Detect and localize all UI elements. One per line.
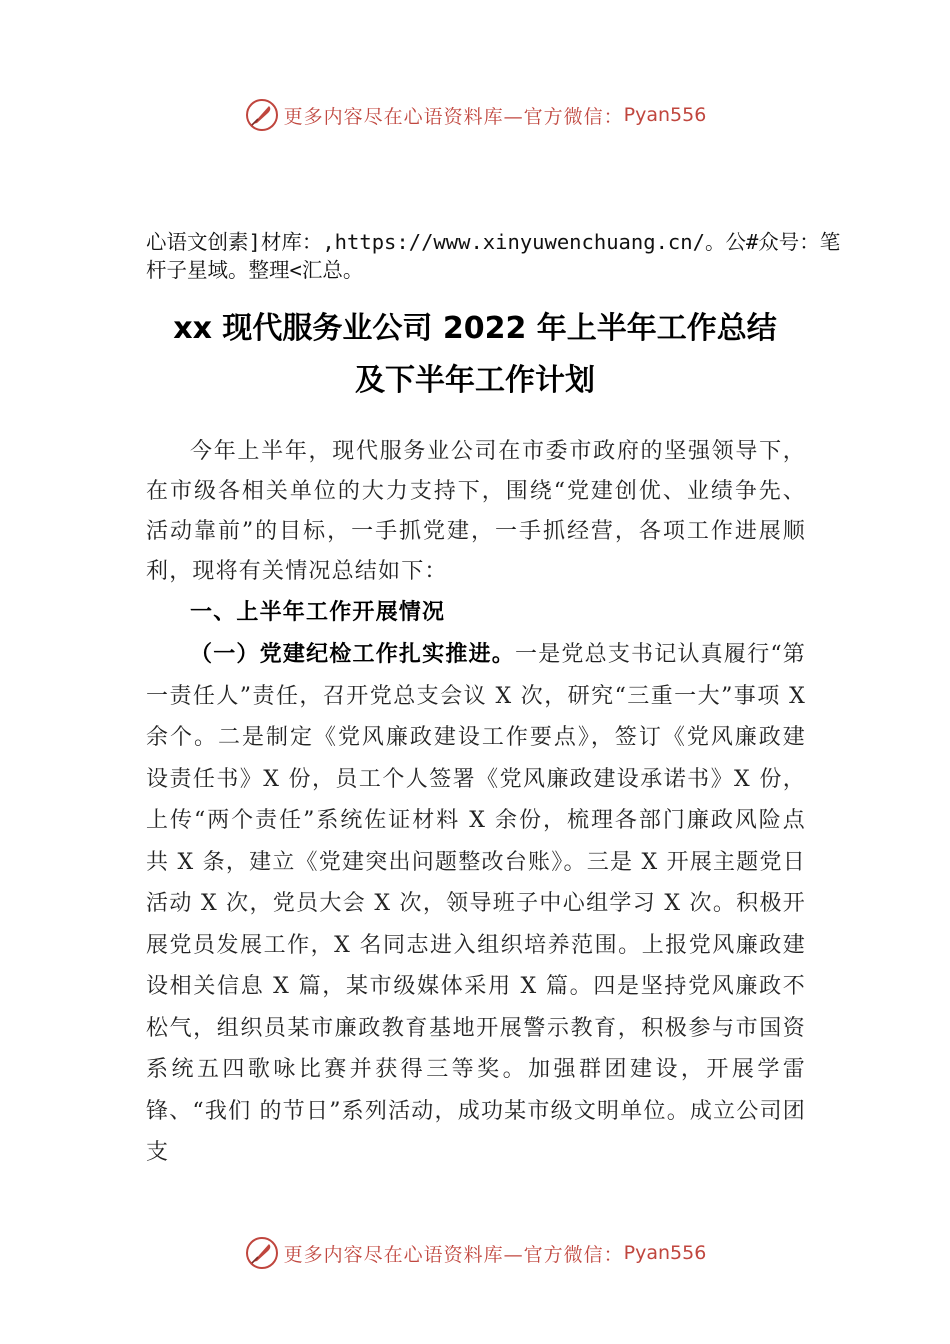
- feather-logo-icon: [244, 1235, 280, 1271]
- section-heading-1: 一、上半年工作开展情况: [190, 600, 446, 625]
- watermark-contact: Pyan556: [623, 1242, 707, 1264]
- feather-logo-icon: [244, 97, 280, 133]
- watermark-text: 更多内容尽在心语资料库—官方微信：: [283, 105, 624, 128]
- source-note: 心语文创素]材库：,https://www.xinyuwenchuang.cn/。公#众号：笔杆子星域。整理<汇总。: [146, 230, 841, 282]
- title-line-1: xx 现代服务业公司 2022 年上半年工作总结: [173, 311, 777, 346]
- watermark-contact: Pyan556: [623, 104, 707, 126]
- subsection-lead-1: （一）党建纪检工作扎实推进。: [190, 641, 515, 667]
- title-line-2: 及下半年工作计划: [355, 363, 595, 398]
- document-body: [146, 432, 806, 1174]
- footer-watermark: [0, 1233, 950, 1273]
- header-watermark: [0, 95, 950, 135]
- watermark-text: 更多内容尽在心语资料库—官方微信：: [283, 1243, 624, 1266]
- subsection-text-1: 一是党总支书记认真履行“第一责任人”责任，召开党总支会议 X 次，研究“三重一大”事项 X 余个。二是制定《党风廉政建设工作要点》，签订《党风廉政建设责任书》X 份，员工个人签署《党风廉政建设承诺书》X 份，上传“两个责任”系统佐证材料 X 余份，梳理各部门廉政风险点共 X 条，建立《党建突出问题整改台账》。三是 X 开展主题党日活动 X 次，党员大会 X 次，领导班子中心组学习 X 次。积极开展党员发展工作，X 名同志进入组织培养范围。上报党风廉政建设相关信息 X 篇，某市级媒体采用 X 篇。四是坚持党风廉政不松气，组织员某市廉政教育基地开展警示教育，积极参与市国资系统五四歌咏比赛并获得三等奖。加强群团建设，开展学雷锋、“我们 的节日”系列活动，成功某市级文明单位。成立公司团支: [146, 642, 806, 1165]
- document-title: [100, 303, 850, 407]
- subsection-paragraph-1: [146, 634, 806, 1174]
- intro-paragraph: 今年上半年，现代服务业公司在市委市政府的坚强领导下，在市级各相关单位的大力支持下，围绕“党建创优、业绩争先、活动靠前”的目标，一手抓党建，一手抓经营，各项工作进展顺利，现将有关情况总结如下：: [146, 439, 806, 584]
